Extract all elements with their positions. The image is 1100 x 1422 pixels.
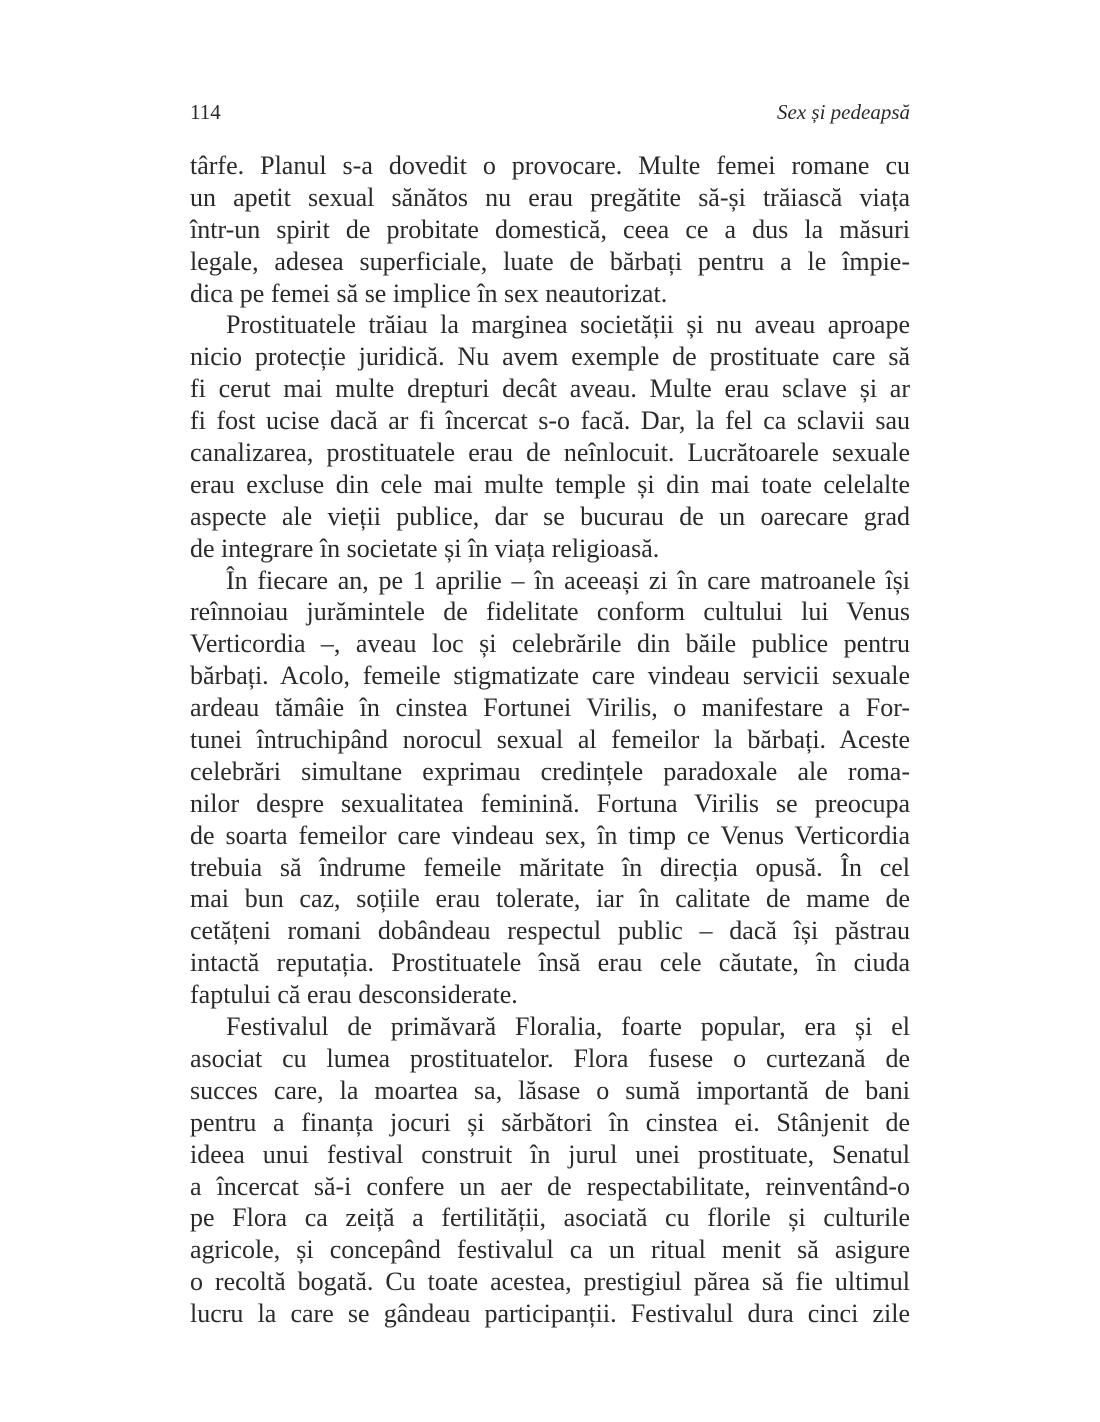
text-line: celebrări simultane exprimau credințele paradoxale ale roma-	[190, 756, 910, 786]
text-line: agricole, și concepând festivalul ca un ritual menit să asigure	[190, 1235, 910, 1265]
text-line: o recoltă bogată. Cu toate acestea, prestigiul părea să fie ultimul	[190, 1267, 910, 1297]
text-line: erau excluse din cele mai multe temple și din mai toate celelalte	[190, 469, 910, 499]
text-line: legale, adesea superficiale, luate de bărbați pentru a le împie-	[190, 246, 910, 276]
text-line: ardeau tămâie în cinstea Fortunei Virilis, o manifestare a For-	[190, 693, 910, 723]
text-line: lucru la care se gândeau participanții. Festivalul dura cinci zile	[190, 1299, 910, 1329]
running-title: Sex și pedeapsă	[777, 100, 910, 124]
text-line: asociat cu lumea prostituatelor. Flora fusese o curtezană de	[190, 1043, 910, 1073]
text-line: tunei întruchipând norocul sexual al femeilor la bărbați. Aceste	[190, 725, 910, 755]
text-line: bărbați. Acolo, femeile stigmatizate care vindeau servicii sexuale	[190, 661, 910, 691]
text-line: fi cerut mai multe drepturi decât aveau. Multe erau sclave și ar	[190, 374, 910, 404]
text-line: târfe. Planul s-a dovedit o provocare. Multe femei romane cu	[190, 151, 910, 180]
text-line: Festivalul de primăvară Floralia, foarte popular, era și el	[226, 1012, 910, 1042]
text-line: fi fost ucise dacă ar fi încercat s-o facă. Dar, la fel ca sclavii sau	[190, 406, 910, 436]
text-line: de soarta femeilor care vindeau sex, în timp ce Venus Verticordia	[190, 820, 910, 850]
paragraph	[190, 1011, 910, 1330]
text-line: Verticordia –, aveau loc și celebrările din băile publice pentru	[190, 629, 910, 659]
running-head	[190, 100, 910, 130]
text-line: faptului că erau desconsiderate.	[190, 980, 518, 1010]
text-line: de integrare în societate și în viața religioasă.	[190, 533, 660, 563]
text-line: În fiecare an, pe 1 aprilie – în aceeași zi în care matroanele își	[226, 565, 910, 595]
paragraph	[190, 309, 910, 564]
text-line: Prostituatele trăiau la marginea societății și nu aveau aproape	[226, 310, 910, 340]
text-line: un apetit sexual sănătos nu erau pregătite să-și trăiască viața	[190, 182, 910, 212]
body-text	[190, 150, 910, 1330]
paragraph	[190, 565, 910, 1011]
text-line: nicio protecție juridică. Nu avem exemple de prostituate care să	[190, 342, 910, 372]
page-number: 114	[190, 100, 221, 124]
text-line: cetățeni romani dobândeau respectul public – dacă își păstrau	[190, 916, 910, 946]
text-line: ideea unui festival construit în jurul unei prostituate, Senatul	[190, 1139, 910, 1169]
text-line: trebuia să îndrume femeile măritate în direcția opusă. În cel	[190, 852, 910, 882]
text-line: mai bun caz, soțiile erau tolerate, iar în calitate de mame de	[190, 884, 910, 914]
text-line: dica pe femei să se implice în sex neautorizat.	[190, 278, 668, 308]
text-line: într-un spirit de probitate domestică, ceea ce a dus la măsuri	[190, 214, 910, 244]
text-line: nilor despre sexualitatea feminină. Fortuna Virilis se preocupa	[190, 788, 910, 818]
text-line: aspecte ale vieții publice, dar se bucurau de un oarecare grad	[190, 501, 910, 531]
text-line: a încercat să-i confere un aer de respectabilitate, reinventând-o	[190, 1171, 910, 1201]
text-line: intactă reputația. Prostituatele însă erau cele căutate, în ciuda	[190, 948, 910, 978]
text-line: canalizarea, prostituatele erau de neînlocuit. Lucrătoarele sexuale	[190, 438, 910, 468]
text-line: succes care, la moartea sa, lăsase o sumă importantă de bani	[190, 1075, 910, 1105]
text-line: pentru a finanța jocuri și sărbători în cinstea ei. Stânjenit de	[190, 1107, 910, 1137]
text-line: reînnoiau jurămintele de fidelitate conform cultului lui Venus	[190, 597, 910, 627]
text-line: pe Flora ca zeiță a fertilității, asociată cu florile și culturile	[190, 1203, 910, 1233]
paragraph	[190, 150, 910, 309]
